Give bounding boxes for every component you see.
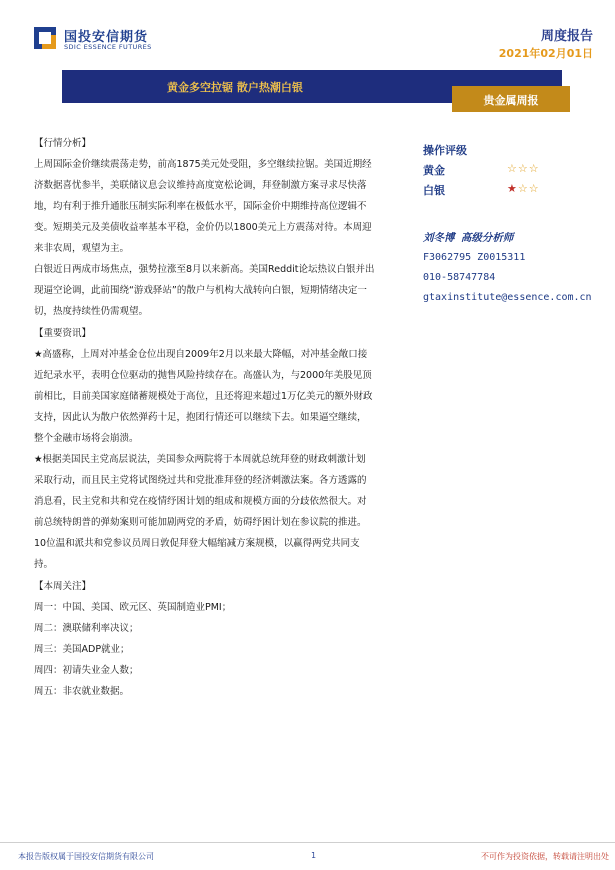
footer-divider [0, 842, 615, 843]
rating-title: 操作评级 [423, 144, 467, 157]
rating-stars-empty: ☆☆☆ [507, 162, 540, 175]
week-focus-item: 周四：初请失业金人数； [34, 665, 139, 676]
rating-row-silver [423, 182, 613, 202]
week-focus-item: 周一：中国、美国、欧元区、英国制造业PMI； [34, 602, 232, 613]
week-focus-item: 周五：非农就业数据。 [34, 686, 130, 697]
week-focus-item: 周三：美国ADP就业； [34, 644, 130, 655]
report-category-label: 贵金属周报 [483, 94, 539, 107]
analyst-info [423, 228, 592, 308]
week-focus-header: 【本周关注】 [34, 581, 92, 592]
news-header: 【重要资讯】 [34, 328, 92, 339]
analyst-email: gtaxinstitute@essence.com.cn [423, 292, 592, 303]
footer-copyright: 本报告版权属于国投安信期货有限公司 [18, 852, 154, 861]
rating-stars [507, 162, 540, 182]
analyst-license: F3062795 Z0015311 [423, 252, 526, 263]
rating-label: 黄金 [423, 164, 445, 177]
market-analysis-header: 【行情分析】 [34, 138, 92, 149]
rating-label: 白银 [423, 184, 445, 197]
rating-stars-filled: ★ [507, 182, 518, 195]
page-number: 1 [311, 851, 317, 860]
rating-row-gold [423, 162, 613, 182]
market-paragraph: 上周国际金价继续震荡走势，前高1875美元处受阻，多空继续拉锯。美国近期经济数据喜忧参半，美联储议息会议维持高度宽松论调，拜登制激方案寻求尽快落地，均有利于推升通胀压制实际利率在极低水平，国际金价中期维持高位逻辑不变。短期美元及美债收益率基本平稳，金价仍以1800美元上方震荡对待。本周迎来非农周，观望为主。 [34, 159, 372, 254]
rating-stars-empty: ☆☆ [517, 182, 540, 195]
company-logo-name: 国投安信期货 [64, 30, 149, 45]
news-item: ★高盛称，上周对冲基金仓位出现自2009年2月以来最大降幅，对冲基金敞口接近纪录水平，表明仓位驱动的抛售风险持续存在。高盛认为，与2000年美股见顶前相比，目前美国家庭储蓄规模处于高位，且还将迎来超过1万亿美元的额外财政支持，因此认为散户依然弹药十足，抱团行情还可以继续下去。如果逼空继续，整个金融市场将会崩溃。 [34, 349, 373, 444]
company-logo-en: SDIC ESSENCE FUTURES [64, 43, 152, 51]
analyst-phone: 010-58747784 [423, 272, 496, 283]
week-focus-item: 周二：澳联储利率决议； [34, 623, 139, 634]
rating-stars [507, 182, 540, 202]
market-paragraph: 白银近日两成市场焦点，强势拉涨至8月以来新高。美国Reddit论坛热议白银并出现逼空论调，此前围绕“游戏驿站”的散户与机构大战转向白银，短期情绪决定一切，热度持续性仍需观望。 [34, 264, 375, 317]
report-category-tag [452, 86, 570, 112]
footer-disclaimer: 不可作为投资依据，转载请注明出处 [481, 852, 609, 861]
news-item: ★根据美国民主党高层说法，美国参众两院将于本周就总统拜登的财政刺激计划采取行动，而且民主党将试图绕过共和党批准拜登的经济刺激法案。各方透露的消息看，民主党和共和党在疫情纾困计划的组成和规模方面的分歧依然很大。对前总统特朗普的弹劾案则可能加剧两党的矛盾，妨碍纾困计划在参议院的推进。10位温和派共和党参议员周日敦促拜登大幅缩减方案规模，以赢得两党共同支持。 [34, 454, 367, 570]
report-type: 周度报告 [540, 29, 593, 44]
company-logo-mark [34, 27, 56, 49]
rating-panel [423, 142, 613, 202]
analyst-name: 刘冬博 高级分析师 [423, 232, 514, 244]
report-title: 黄金多空拉锯 散户热潮白银 [167, 81, 303, 94]
report-date: 2021年02月01日 [498, 47, 593, 60]
main-content [34, 132, 375, 702]
